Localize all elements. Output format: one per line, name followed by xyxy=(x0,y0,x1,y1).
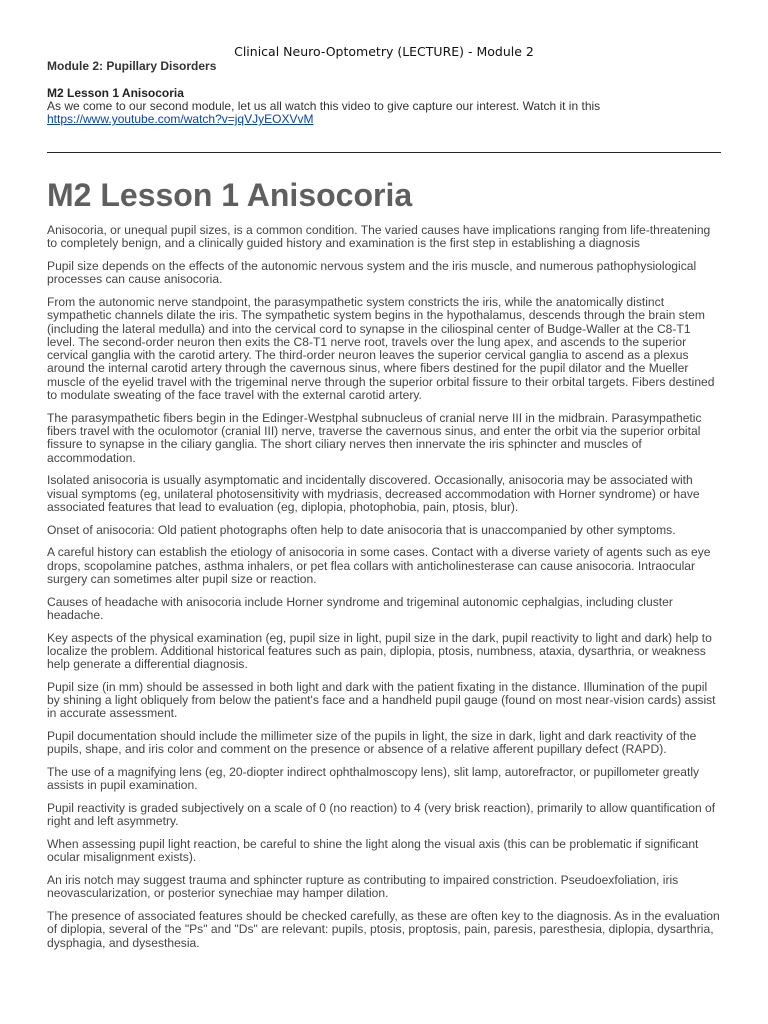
paragraph: An iris notch may suggest trauma and sphincter rupture as contributing to impaired constriction. Pseudoexfoliation, iris neovascularization, or posterior synechiae may hamper dilation. xyxy=(47,873,679,901)
paragraph: From the autonomic nerve standpoint, the parasympathetic system constricts the iris, while the anatomically distinct sympathetic channels dilate the iris. The sympathetic system begins in the hypothalamus, descends through the brain stem (including the lateral medulla) and into the cervical cord to synapse in the ciliospinal center of Budge-Waller at the C8-T1 level. The second-order neuron then exits the C8-T1 nerve root, travels over the lung apex, and ascends to the superior cervical ganglia with the carotid artery. The third-order neuron leaves the superior cervical ganglia to ascend as a plexus around the internal carotid artery through the cavernous sinus, where fibers destined for the pupil dilator and the Mueller muscle of the eyelid travel with the trigeminal nerve through the superior orbital fissure to their orbital targets. Fibers destined to modulate sweating of the face travel with the external carotid artery. xyxy=(47,294,715,403)
horizontal-divider xyxy=(47,152,721,153)
paragraph: Key aspects of the physical examination (eg, pupil size in light, pupil size in the dark, pupil reactivity to light and dark) help to localize the problem. Additional historical features such as pain, diplopia, ptosis, numbness, ataxia, dysarthria, or weakness help generate a differential diagnosis. xyxy=(47,630,712,672)
module-title: Module 2: Pupillary Disorders xyxy=(47,59,217,73)
paragraph: Pupil size (in mm) should be assessed in both light and dark with the patient fixating in the distance. Illumination of the pupil by shining a light obliquely from below the patient's face and a handheld pupil gauge (found on most near-vision cards) assist in accurate assessment. xyxy=(47,679,716,721)
paragraph: The presence of associated features should be checked carefully, as these are often key to the diagnosis. As in the evaluation of diplopia, several of the "Ps" and "Ds" are relevant: pupils, ptosis, proptosis, pain, paresis, paresthesia, diplopia, dysarthria, dysphagia, and dysesthesia. xyxy=(47,909,720,950)
paragraph: Causes of headache with anisocoria include Horner syndrome and trigeminal autonomic cephalgias, including cluster headache. xyxy=(47,594,673,622)
lesson-label: M2 Lesson 1 Anisocoria xyxy=(47,86,184,100)
paragraph: Isolated anisocoria is usually asymptomatic and incidentally discovered. Occasionally, anisocoria may be associated with visual symptoms (eg, unilateral photosensitivity with mydriasis, decreased accommodation with Horner syndrome) or have associated features that lead to evaluation (eg, diplopia, photophobia, pain, ptosis, blur). xyxy=(47,473,700,514)
paragraph: When assessing pupil light reaction, be careful to shine the light along the visual axis (this can be problematic if significant ocular misalignment exists). xyxy=(47,837,699,865)
video-link[interactable]: https://www.youtube.com/watch?v=jqVJyEOXVvM xyxy=(47,112,314,126)
paragraph: Pupil reactivity is graded subjectively on a scale of 0 (no reaction) to 4 (very brisk reaction), primarily to allow quantification of right and left asymmetry. xyxy=(47,801,716,829)
paragraph: Pupil documentation should include the millimeter size of the pupils in light, the size in dark, light and dark reactivity of the pupils, shape, and iris color and comment on the presence or absence of a relative afferent pupillary defect (RAPD). xyxy=(47,729,697,757)
course-header: Clinical Neuro-Optometry (LECTURE) - Module 2 xyxy=(234,44,534,59)
paragraph: A careful history can establish the etiology of anisocoria in some cases. Contact with a diverse variety of agents such as eye drops, scopolamine patches, asthma inhalers, or pet flea collars with anticholinesterase can cause anisocoria. Intraocular surgery can sometimes alter pupil size or reaction. xyxy=(47,545,711,586)
paragraph: Anisocoria, or unequal pupil sizes, is a common condition. The varied causes have implications ranging from life-threatening to completely benign, and a clinically guided history and examination is the first step in establishing a diagnosis xyxy=(47,223,711,251)
paragraph: The use of a magnifying lens (eg, 20-diopter indirect ophthalmoscopy lens), slit lamp, autorefractor, or pupillometer greatly assists in pupil examination. xyxy=(47,765,700,793)
paragraph: The parasympathetic fibers begin in the Edinger-Westphal subnucleus of cranial nerve III in the midbrain. Parasympathetic fibers travel with the oculomotor (cranial III) nerve, traverse the cavernous sinus, and enter the orbit via the superior orbital fissure to synapse in the ciliary ganglia. The short ciliary nerves then innervate the iris sphincter and muscles of accommodation. xyxy=(47,410,702,465)
page-title: M2 Lesson 1 Anisocoria xyxy=(47,177,413,213)
paragraph: Onset of anisocoria: Old patient photographs often help to date anisocoria that is unaccompanied by other symptoms. xyxy=(47,522,676,537)
paragraph: Pupil size depends on the effects of the autonomic nervous system and the iris muscle, and numerous pathophysiological processes can cause anisocoria. xyxy=(47,258,697,287)
article-body xyxy=(47,224,721,959)
intro-text: As we come to our second module, let us all watch this video to give capture our interest. Watch it in this xyxy=(47,99,601,113)
